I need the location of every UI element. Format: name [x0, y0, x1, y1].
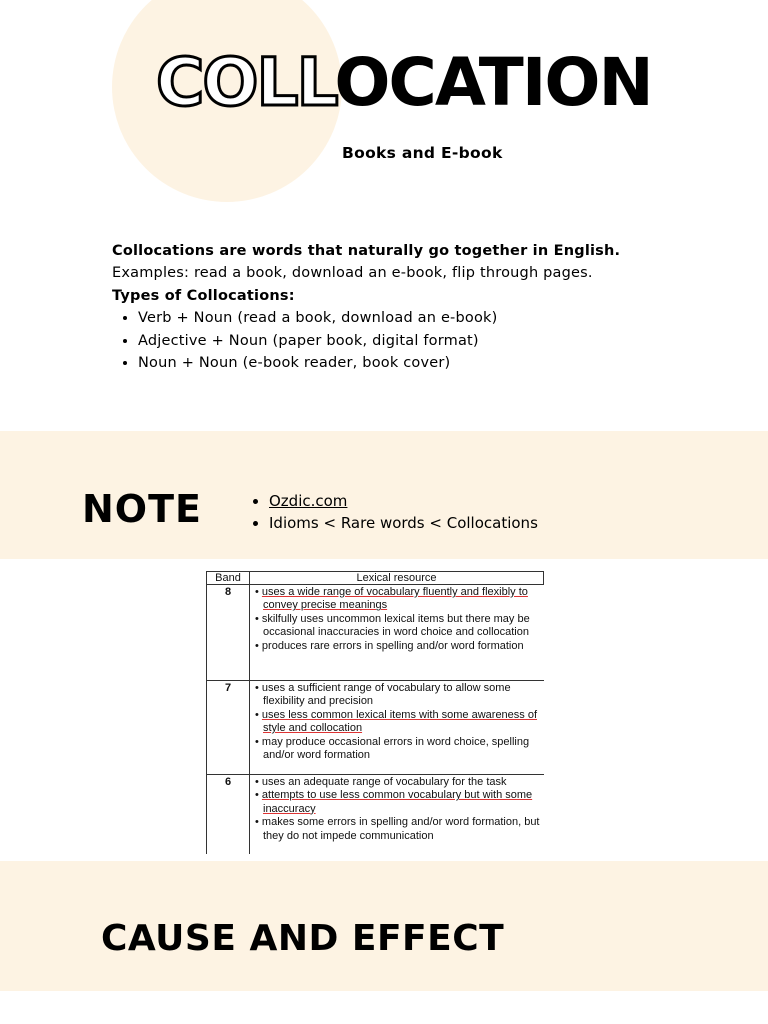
descriptor-point: • attempts to use less common vocabulary but with some inaccuracy: [255, 789, 533, 815]
list-item: • Noun + Noun (e-book reader, book cover): [138, 352, 732, 374]
note-item-ozdic: [269, 490, 538, 512]
types-list: [112, 307, 732, 374]
title-solid-part: OCATION: [334, 44, 652, 121]
table-header-lexical: Lexical resource: [250, 572, 544, 585]
descriptor-point: • makes some errors in spelling and/or word formation, but they do not impede communication: [255, 816, 540, 842]
descriptor-point: • uses less common lexical items with some awareness of style and collocation: [255, 708, 538, 735]
note-heading: NOTE: [82, 487, 202, 531]
note-list: [252, 490, 538, 534]
list-item: • Adjective + Noun (paper book, digital format): [138, 330, 732, 352]
examples-text: Examples: read a book, download an e-book, flip through pages.: [112, 265, 593, 282]
band-number: 8: [207, 585, 250, 681]
types-heading: Types of Collocations:: [112, 287, 295, 304]
band-descriptors: [250, 775, 544, 855]
ozdic-link[interactable]: Ozdic.com: [269, 492, 348, 510]
page-subtitle: Books and E-book: [342, 144, 503, 162]
table-row: [207, 775, 544, 855]
band-descriptors: [250, 585, 544, 681]
table-row: [207, 681, 544, 775]
band-number: 6: [207, 775, 250, 855]
intro-section: [112, 240, 732, 374]
cause-heading: CAUSE AND EFFECT: [101, 918, 505, 959]
descriptor-point: • produces rare errors in spelling and/or word formation: [255, 639, 524, 652]
table-row: [207, 585, 544, 681]
descriptor-point: • may produce occasional errors in word choice, spelling and/or word formation: [255, 735, 530, 762]
descriptor-point: • skilfully uses uncommon lexical items but there may be occasional inaccuracies in word choice and collocation: [255, 612, 530, 639]
band-number: 7: [207, 681, 250, 775]
page-title: [156, 44, 652, 121]
definition-text: Collocations are words that naturally go together in English.: [112, 243, 621, 259]
list-item: • Verb + Noun (read a book, download an e-book): [138, 307, 732, 329]
band-descriptor-table: [206, 571, 544, 854]
title-outline-part: COLL: [156, 44, 335, 121]
band-descriptors: [250, 681, 544, 775]
descriptor-point: • uses a sufficient range of vocabulary to allow some flexibility and precision: [255, 682, 511, 708]
note-item-ranking: • Idioms < Rare words < Collocations: [269, 512, 538, 534]
descriptor-point: • uses a wide range of vocabulary fluently and flexibly to convey precise meanings: [255, 586, 528, 612]
descriptor-point: • uses an adequate range of vocabulary for the task: [255, 776, 507, 788]
table-header-band: Band: [207, 572, 250, 585]
